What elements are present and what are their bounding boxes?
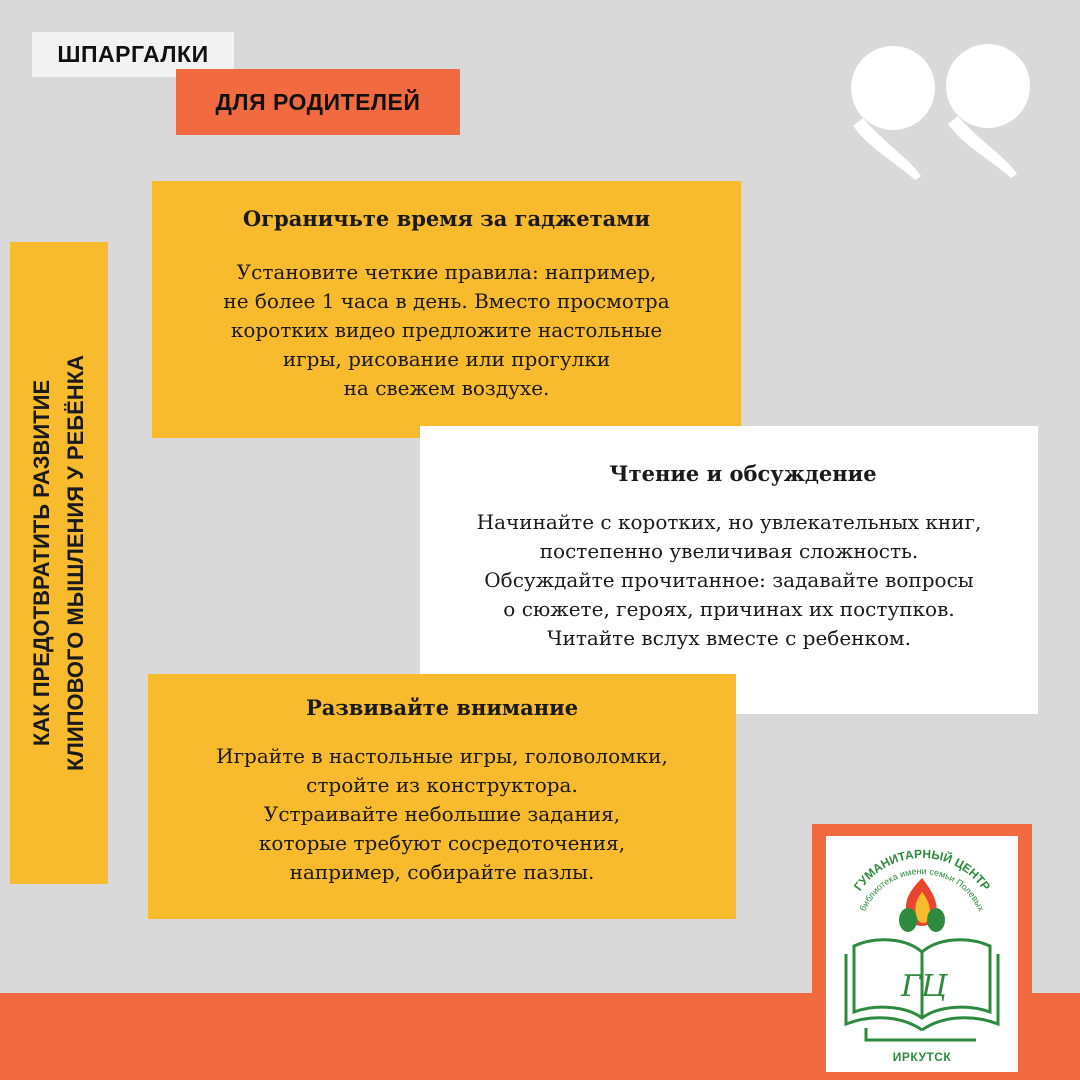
logo-frame [812, 824, 1032, 1080]
tip-card-gadgets [152, 181, 741, 438]
tip-text: Начинайте с коротких, но увлекательных книг, постепенно увеличивая сложность. Обсуждайте прочитанное: задавайте вопросы о сюжете, героях, причинах их поступков. Читайте вслух вместе с ребенком. [476, 510, 982, 650]
tip-title: Развивайте внимание [305, 695, 579, 720]
side-title-bar [10, 242, 108, 884]
cheatsheet-tag: ШПАРГАЛКИ [32, 32, 234, 77]
tip-card-attention [148, 674, 736, 919]
for-parents-tag: ДЛЯ РОДИТЕЛЕЙ [176, 69, 460, 135]
tip-card-reading [420, 426, 1038, 714]
tip-text: Играйте в настольные игры, головоломки, стройте из конструктора. Устраивайте небольшие задания, которые требуют сосредоточения, например, собирайте пазлы. [216, 744, 668, 884]
logo-emblem [826, 836, 1018, 1072]
logo [826, 836, 1018, 1072]
logo-city: ИРКУТСК [892, 1050, 952, 1064]
side-title [25, 253, 93, 873]
logo-monogram: ГЦ [900, 969, 948, 1004]
tip-title: Чтение и обсуждение [609, 461, 877, 486]
quote-icon [845, 30, 1035, 180]
side-title-line1: КАК ПРЕДОТВРАТИТЬ РАЗВИТИЕ [29, 379, 54, 747]
logo-arc-top: ГУМАНИТАРНЫЙ ЦЕНТР [851, 846, 993, 894]
tip-text: Установите четкие правила: например, не более 1 часа в день. Вместо просмотра коротких видео предложите настольные игры, рисование или прогулки на свежем воздухе. [223, 260, 670, 400]
tip-title: Ограничьте время за гаджетами [242, 206, 651, 231]
side-title-line2: КЛИПОВОГО МЫШЛЕНИЯ У РЕБЁНКА [63, 354, 88, 772]
logo-arc-bottom: библиотека имени семьи Полевых [857, 865, 987, 913]
